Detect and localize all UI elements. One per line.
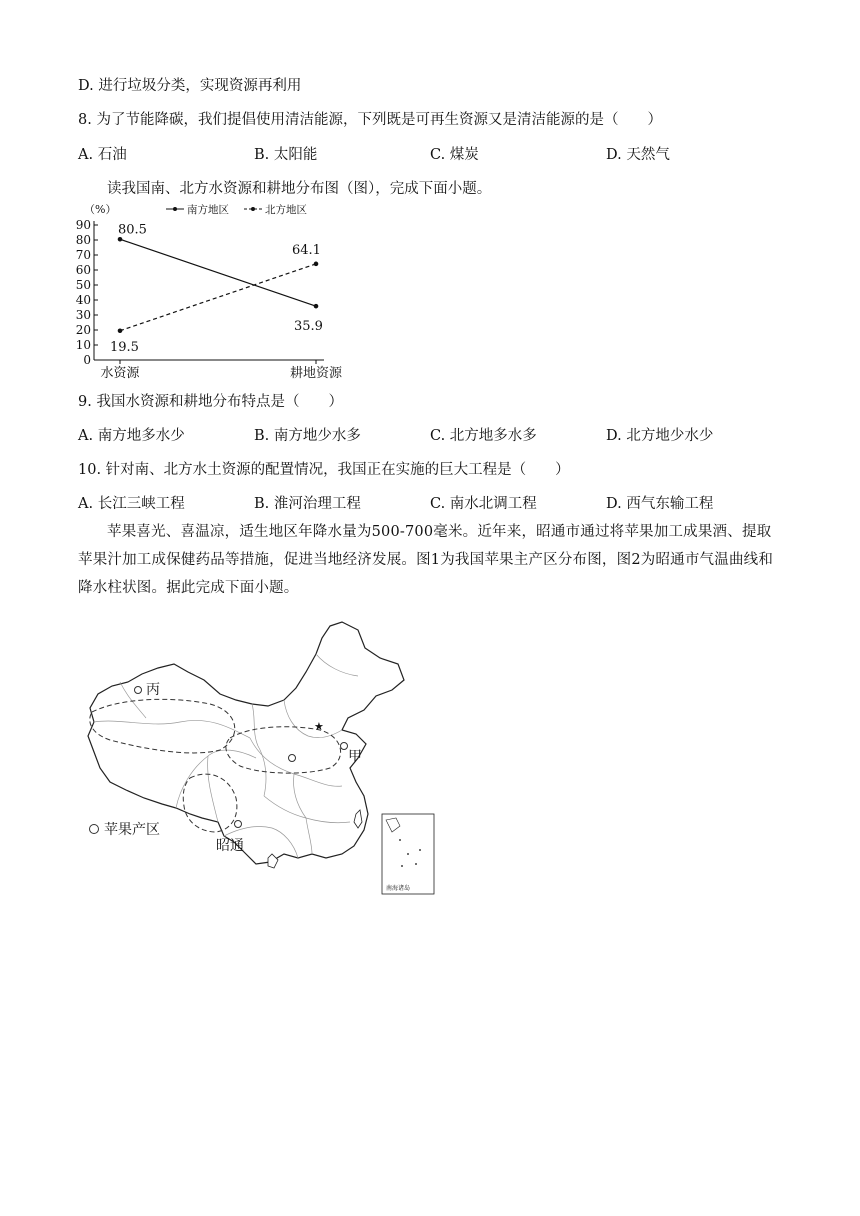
q8-option-d: D. 天然气: [606, 147, 670, 163]
q10-stem: 10. 针对南、北方水土资源的配置情况，我国正在实施的巨大工程是（ ）: [78, 462, 570, 478]
q8-option-a: A. 石油: [78, 147, 127, 163]
inset-label: 南海诸岛: [386, 885, 411, 892]
data-point: [314, 262, 319, 267]
y-tick-label: 10: [75, 338, 91, 352]
china-apple-map: [80, 618, 440, 900]
y-tick-label: 60: [75, 263, 91, 277]
resource-distribution-chart: [74, 196, 364, 386]
q9-option-a: A. 南方地多水少: [78, 428, 185, 444]
y-tick-label: 40: [75, 293, 91, 307]
capital-star-icon: ★: [314, 720, 324, 733]
q9-stem: 9. 我国水资源和耕地分布特点是（ ）: [78, 394, 343, 410]
legend-circle-icon: [90, 825, 99, 834]
q7-option-d: D. 进行垃圾分类，实现资源再利用: [78, 78, 302, 94]
data-label: 64.1: [292, 242, 321, 258]
q8-option-c: C. 煤炭: [430, 147, 479, 163]
y-tick-label: 50: [75, 278, 91, 292]
x-category-label: 耕地资源: [289, 366, 343, 381]
legend-marker: [173, 207, 177, 211]
y-tick-label: 90: [75, 218, 91, 232]
map-legend-label: 苹果产区: [104, 822, 160, 838]
x-category-label: 水资源: [100, 366, 140, 381]
map-label-jia: 甲: [348, 749, 362, 765]
map-label-bing: 丙: [146, 682, 160, 698]
q8-option-b: B. 太阳能: [254, 147, 318, 163]
data-point: [118, 237, 123, 242]
legend-marker: [251, 207, 255, 211]
series-line: [120, 264, 316, 331]
legend-label: 南方地区: [187, 204, 229, 216]
q9-option-c: C. 北方地多水多: [430, 428, 537, 444]
y-tick-label: 0: [83, 353, 91, 367]
apple-paragraph: 苹果喜光、喜温凉，适生地区年降水量为500-700毫米。近年来，昭通市通过将苹果加工成果酒、提取苹果汁加工成保健药品等措施，促进当地经济发展。图1为我国苹果主产区分布图，图2为昭通市气温曲线和降水柱状图。据此完成下面小题。: [78, 524, 774, 596]
data-point: [118, 328, 123, 333]
q10-option-a: A. 长江三峡工程: [78, 496, 185, 512]
data-point: [314, 304, 319, 309]
data-label: 35.9: [294, 319, 323, 335]
data-label: 19.5: [110, 339, 139, 355]
map-label-zhaotong: 昭通: [216, 838, 244, 854]
q10-option-c: C. 南水北调工程: [430, 496, 537, 512]
y-tick-label: 20: [75, 323, 91, 337]
q10-option-d: D. 西气东输工程: [606, 496, 714, 512]
data-label: 80.5: [118, 222, 147, 238]
q9-option-b: B. 南方地少水多: [254, 428, 361, 444]
chart-intro: 读我国南、北方水资源和耕地分布图（图），完成下面小题。: [107, 181, 492, 197]
chart-ylabel: （%）: [84, 203, 117, 216]
series-line: [120, 239, 316, 306]
y-tick-label: 70: [75, 248, 91, 262]
q8-stem: 8. 为了节能降碳，我们提倡使用清洁能源，下列既是可再生资源又是清洁能源的是（ ）: [78, 112, 662, 128]
y-tick-label: 80: [75, 233, 91, 247]
q10-option-b: B. 淮河治理工程: [254, 496, 361, 512]
legend-label: 北方地区: [265, 204, 307, 216]
y-tick-label: 30: [75, 308, 91, 322]
q9-option-d: D. 北方地少水少: [606, 428, 714, 444]
